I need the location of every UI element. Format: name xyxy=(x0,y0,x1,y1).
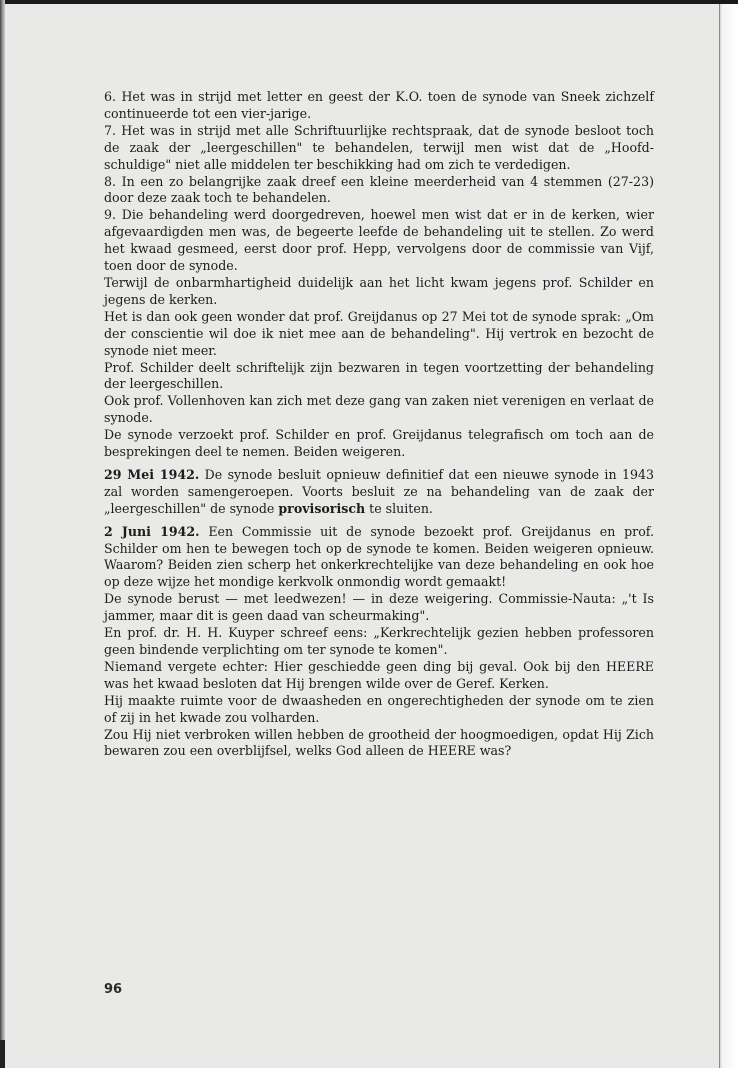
paragraph-schilder: Prof. Schilder deelt schriftelijk zijn bezwaren in tegen voortzetting der behandeling der leergeschillen. xyxy=(104,359,654,392)
emphasis: provisorisch xyxy=(278,500,366,516)
entry-date: 29 Mei 1942. xyxy=(104,466,200,482)
item-6: 6. Het was in strijd met letter en geest der K.O. toen de synode van Sneek zichzelf continueerde tot een vier-jarige. xyxy=(104,89,654,121)
paragraph-kuyper: En prof. dr. H. H. Kuyper schreef eens: „Kerkrechtelijk gezien hebben professoren geen bindende verplichting om ter synode te komen". xyxy=(104,625,654,657)
entry-text: De synode besluit opnieuw definitief dat een nieuwe synode in 1943 zal worden samengeroepen. Voorts besluit ze na behandeling van de zaak der „leergeschillen" de synode xyxy=(104,466,655,516)
entry-text: Een Commissie uit de synode bezoekt prof. Greijdanus en prof. Schilder om hen te bewegen toch op de synode te komen. Beiden weigeren opnieuw. Waarom? Beiden zien scherp het onkerkrechtelijke van deze behandeling en ook hoe op deze wijze het mondige kerkvolk onmondig wordt gemaakt! xyxy=(104,523,654,590)
paragraph-telegram: De synode verzoekt prof. Schilder en prof. Greijdanus telegrafisch om toch aan de besprekingen deel te nemen. Beiden weigeren. xyxy=(104,427,654,460)
paragraph-onbarmhartigheid: Terwijl de onbarmhartigheid duidelijk aan het licht kwam jegens prof. Schilder en jegens de kerken. xyxy=(104,274,654,307)
body-text xyxy=(104,89,654,760)
entry-text-end: te sluiten. xyxy=(365,500,433,516)
item-8: 8. In een zo belangrijke zaak dreef een kleine meerderheid van 4 stemmen (27-23) door deze zaak toch te behandelen. xyxy=(104,173,654,206)
paragraph-niemand: Niemand vergete echter: Hier geschiedde geen ding bij geval. Ook bij den HEERE was het kwaad besloten dat Hij brengen wilde over de Geref. Kerken. xyxy=(104,658,654,691)
entry-2-juni xyxy=(104,524,654,592)
paragraph-greijdanus: Het is dan ook geen wonder dat prof. Greijdanus op 27 Mei tot de synode sprak: „Om der conscientie wil doe ik niet mee aan de behandeling". Hij vertrok en bezocht de synode niet meer. xyxy=(104,308,654,358)
page-edge-line xyxy=(719,4,720,1068)
paragraph-vollenhoven: Ook prof. Vollenhoven kan zich met deze gang van zaken niet verenigen en verlaat de synode. xyxy=(104,393,654,426)
paragraph-overblijfsel: Zou Hij niet verbroken willen hebben de grootheid der hoogmoedigen, opdat Hij Zich bewaren zou een overblijfsel, welks God alleen de HEERE was? xyxy=(104,726,654,759)
paragraph-ruimte: Hij maakte ruimte voor de dwaasheden en ongerechtigheden der synode om te zien of zij in het kwade zou volharden. xyxy=(104,692,654,725)
page-number: 96 xyxy=(104,982,123,997)
paragraph-berust: De synode berust — met leedwezen! — in deze weigering. Commissie-Nauta: „'t Is jammer, maar dit is geen daad van scheurmaking". xyxy=(104,591,654,624)
entry-29-mei xyxy=(104,467,654,518)
entry-date: 2 Juni 1942. xyxy=(104,523,200,539)
page-edge xyxy=(719,4,738,1068)
item-7: 7. Het was in strijd met alle Schriftuurlijke rechtspraak, dat de synode besloot toch de zaak der „leergeschillen" te behandelen, terwijl men wist dat de „Hoofd-schuldige" niet alle middelen ter beschikking had om zich te verdedigen. xyxy=(104,122,654,172)
item-9: 9. Die behandeling werd doorgedreven, hoewel men wist dat er in de kerken, wier afgevaardigden men was, de begeerte leefde de behandeling uit te stellen. Zo werd het kwaad gesmeed, eerst door prof. Hepp, vervolgens door de commissie van Vijf, toen door de synode. xyxy=(104,207,654,274)
